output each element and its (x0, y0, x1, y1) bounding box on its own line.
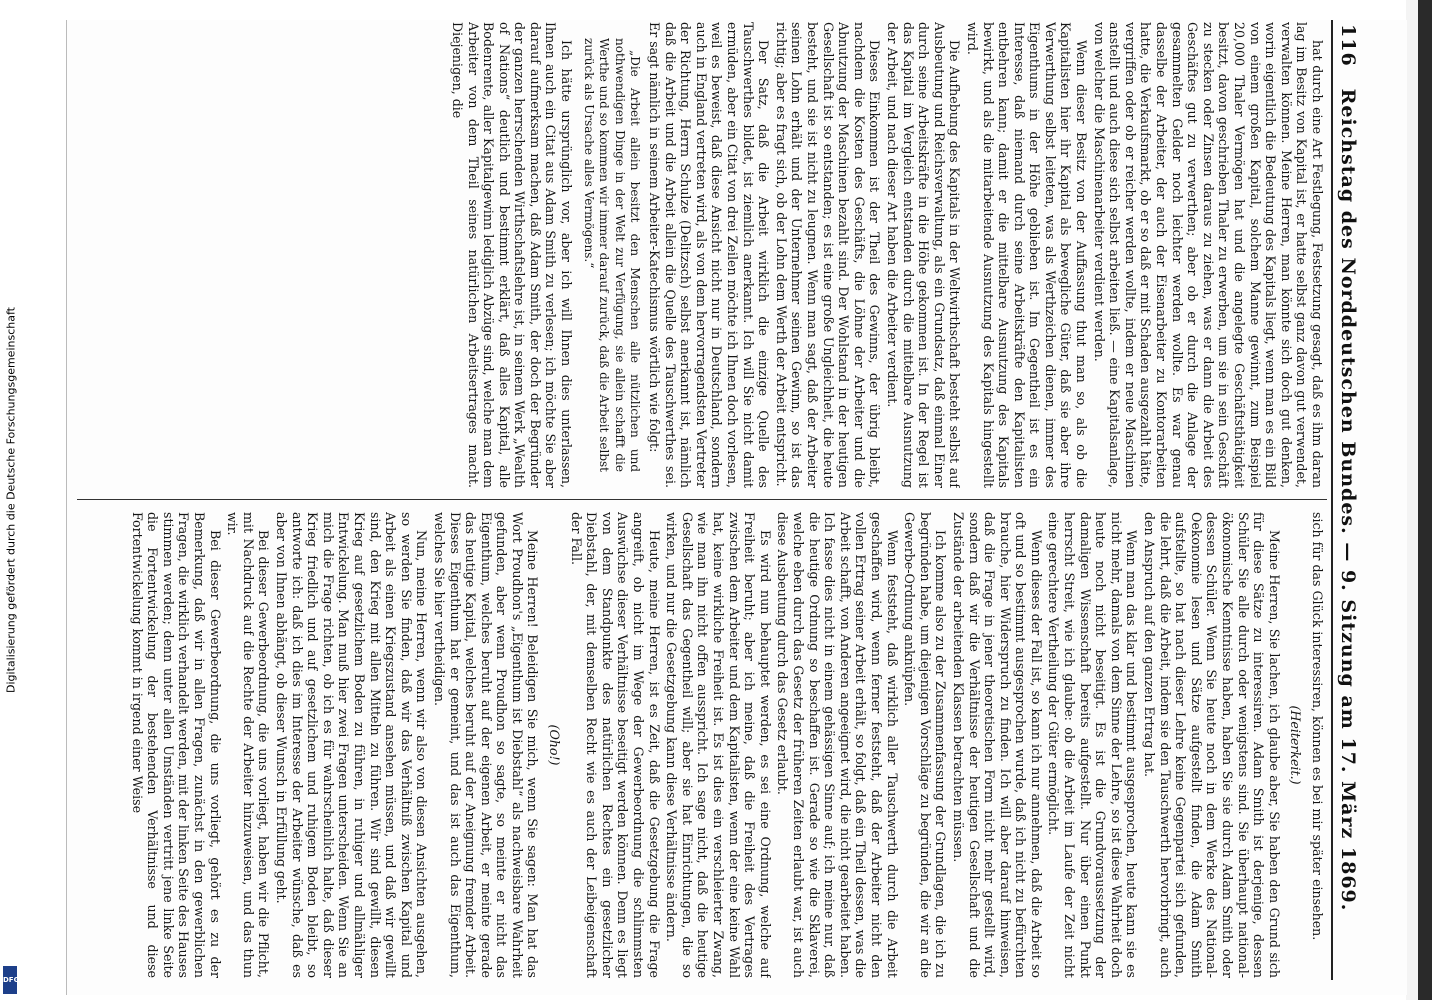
left-column-paragraph: Dieses Einkommen ist der Theil des Gewinns, der übrig bleibt, nachdem die Kosten des Geschäfts, die Löhne der Arbeiter und die Abnutzung der Maschinen bezahlt sind. Der Wohlstand in der heutigen Gesellschaft ist so entstanden; es ist eine große Ungleichheit, die heute besteht, und sie ist nicht zu leugnen. Wenn man sagt, daß der Arbeiter seinen Lohn erhält und der Unternehmer seinen Gewinn, so ist das richtig; aber es fragt sich, ob der Lohn dem Werth der Arbeit entspricht. (773, 22, 883, 488)
right-column (77, 512, 1325, 978)
left-column-paragraph: Die Aufhebung des Kapitals in der Weltwirthschaft besteht selbst auf Ausbeutung und Reichsverwaltung, als ein Grundsatz, daß einmal Einer durch seine Arbeitskräfte in die Höhe gekommen ist. In der Regel ist das Kapital im Vergleich entstanden durch die mittelbare Ausnutzung der Arbeit, und nach dieser Art haben die Arbeiter verdient. (884, 22, 963, 488)
running-head (1331, 20, 1361, 980)
right-column-paragraph: Wenn feststeht, daß wirklich aller Tauschwerth durch die Arbeit geschaffen wird, wenn ferner feststeht, daß der Arbeiter nicht den vollen Ertrag seiner Arbeit erhält, so folgt, daß ein Theil dessen, was die Arbeit schafft, von Anderen angeeignet wird, die nicht gearbeitet haben. Ich fasse dies nicht in einem gehässigen Sinne auf; ich meine nur, daß die heutige Ordnung so beschaffen ist. Gerade so wie die Sklaverei, welche eben durch das Gesetz der früheren Zeiten erlaubt war, ist auch diese Ausbeutung durch das Gesetz erlaubt. (775, 512, 900, 978)
right-column-paragraph: Bei dieser Gewerbeordnung, die uns vorliegt, gehört es zu der Bemerkung, daß wir in allen Fragen, zunächst in den gewerblichen Fragen, die wirklich verhandelt werden, mit der linken Seite des Hauses stimmen werden; denn unter allen Umständen vertritt jene linke Seite die Fortentwickelung der bestehenden Verhältnisse und diese Fortentwickelung kommt in irgend einer Weise (129, 512, 223, 978)
right-column-paragraph: (Heiterkeit.) (1288, 705, 1304, 785)
right-column-paragraph: Bei dieser Gewerbeordnung, die uns vorliegt, haben wir die Pflicht, mit Nachdruck auf die Rechte der Arbeiter hinzuweisen, und das thun wir. (225, 512, 272, 978)
page-header-title: Reichstag des Norddeutschen Bundes. — 9. Sitzung am 17. März 1869. (1337, 88, 1359, 912)
left-column-paragraph: Ich hätte ursprünglich vor, aber ich will Ihnen dies unterlassen, Ihnen auch ein Citat aus Adam Smith zu verlesen; ich möchte Sie aber darauf aufmerksam machen, daß Adam Smith, der doch der Begründer der ganzen herrschenden Wirthschaftslehre ist, in seinem Werk „Wealth of Nations“ deutlich und bestimmt erklärt, daß alles Kapital, alle Bodenrente, aller Kapitalgewinn lediglich Abzüge sind, welche man dem Arbeiter von dem Theil seines natürlichen Arbeitsertrages macht. Diejenigen, die (449, 22, 575, 488)
right-column-paragraph: Ich komme also zu der Zusammenfassung der Grundlagen, die ich zu begründen habe, um diejenigen Vorschläge zu begründen, die wir an die Gewerbe-Ordnung anknüpfen. (902, 512, 949, 978)
right-column-paragraph: Heute, meine Herren, ist es Zeit, daß die Gesetzgebung die Frage angreift, ob nicht im Wege der Gewerbeordnung die schlimmsten Auswüchse dieser Verhältnisse beseitigt werden können. Denn es liegt von dem Standpunkte des natürlichen Rechtes ein gesetzlicher Diebstahl, der, mit demselben Recht wie es auch der Leibeigenschaft der Fall. (568, 512, 662, 978)
left-column (77, 22, 1325, 488)
column-divider (77, 499, 1327, 500)
left-column-paragraph: hat durch eine Art Festlegung, Festsetzung gesagt, daß es ihm daran lag im Besitz von Kapital ist, er hatte selbst ganz davon gut verwendet, verwalten können. Meine Herren, man könnte sich doch gut denken, worin eigentlich die Bedeutung des Kapitals liegt, wenn man es ein Bild von einem großen Kapital, solchem Manne gewinnt, zum Beispiel 20,000 Thaler Vermögen hat und die angelegte Geschäftsthätigkeit besitzt, davon geschrieben Thaler zu erwerben, um sie in sein Geschäft zu stecken oder Zinsen daraus zu ziehen, was er dann die Arbeit des Geschäftes gut zu verwerthen; aber ob er durch die Anlage der gesammelten Gelder noch leichter werden wollte. Es war genau dasselbe der Arbeiter, der auch der Eisenarbeiter zu Kontorarbeiten hatte, die Verkaufsmarkt, ob er so daß er mit Schaden ausgezahlt hätte, vergriffen oder ob er reicher werden wollte, indem er neue Maschinen anstellt und auch diese sich selbst arbeiten ließ. — eine Kapitalsanlage, von welcher die Maschinenarbeiter verdient werden. (1091, 22, 1325, 488)
right-column-paragraph: Meine Herren, Sie lachen, ich glaube aber, Sie haben den Grund sich für diese Sätze zu interessiren. Adam Smith ist derjenige, dessen Schüler Sie alle durch oder wenigstens sind. Sie überhaupt national-ökonomische Kenntnisse haben, haben Sie sie durch Adam Smith oder dessen Schüler. Wenn Sie heute noch in dem Werke des National-Oekonomie lesen und Sätze aufgestellt finden, die Adam Smith aufstellte, so hat nach dieser Lehre keine Gegenpartei sich gefunden, die lehrt, daß die Arbeit, indem sie den Tauschwerth hervorbringt, auch den Anspruch auf den ganzen Ertrag hat. (1142, 512, 1282, 978)
right-column-paragraph: Meine Herren! Beleidigen Sie mich, wenn Sie sagen: Man hat das Wort Proudhon's „Eigenthum ist Diebstahl“ als nachweisbare Wahrheit gefunden, aber wenn Proudhon so sagte, so meinte er nicht das Eigenthum, welches beruht auf der eigenen Arbeit, er meinte gerade das heutige Kapital, welches beruht auf der Aneignung fremder Arbeit. Dieses Eigenthum hat er gemeint, und das ist auch das Eigenthum, welches Sie hier vertheidigen. (431, 512, 541, 978)
left-column-paragraph: „Die Arbeit allein besitzt den Menschen alle nützlichen und nothwendigen Dinge in der Welt zur Verfügung, sie allein schafft die Werthe und so kommen wir immer darauf zurück, daß die Arbeit selbst zurück als Ursache alles Vermögens.“ (581, 38, 643, 472)
right-column-paragraph: Wenn dieses der Fall ist, so kann ich nur annehmen, daß die Arbeit so oft und so bestimmt ausgesprochen wurde, daß ich nicht zu befürchten brauche, hier Widerspruch zu finden. Ich will aber darauf hinweisen, daß die Frage in jener theoretischen Form nicht mehr gestellt wird, sondern daß wir die Verhältnisse der heutigen Gesellschaft und die Zustände der arbeitenden Klassen betrachten müssen. (950, 512, 1044, 978)
credit-strip (0, 0, 22, 1000)
right-column-paragraph: Wenn man das klar und bestimmt ausgesprochen, heute kann sie es nicht mehr, damals von dem Sinne der Lehre, so ist diese Wahrheit doch heute noch nicht beseitigt. Es ist die Grundvoraussetzung der damaligen Wissenschaft bereits aufgestellt. Nur über einen Punkt herrscht Streit, wie ich glaube: ob die Arbeit im Laufe der Zeit nicht eine gerechtere Vertheilung der Güter ermöglicht. (1046, 512, 1140, 978)
scanner-edge-bar (1418, 0, 1432, 1000)
rotated-page-content (71, 20, 1361, 980)
right-column-paragraph: (Oho!) (547, 724, 563, 766)
right-column-paragraph: sich für das Glück interessiren, können es bei mir später einsehen. (1310, 512, 1325, 941)
left-column-paragraph: Der Satz, daß die Arbeit wirklich die einzige Quelle des Tauschwerthes bildet, ist ziemlich anerkannt. Ich will Sie nicht damit ermüden, aber ein Citat von drei Zeilen möchte ich Ihnen doch vorlesen, weil es beweist, daß diese Ansicht nicht nur in Deutschland, sondern auch in England vertreten wird, als von dem hervorragendsten Vertreter der Richtung, Herrn Schulze (Delitzsch) selbst anerkannt ist, nämlich daß die Arbeit und die Arbeit allein die Quelle des Tauschwerthes sei. Er sagt nämlich in seinem Arbeiter-Katechismus wörtlich wie folgt: (647, 22, 772, 488)
left-column-paragraph: Wenn dieser Besitz von der Auffassung thut man so, als ob die Kapitalisten hier ihr Kapital als bewegliche Güter, daß sie aber ihre Verwerthung selbst leiteten, was als Werthzeichen dienen, immer des Eigenthums in der Höhe geblieben ist. Im Gegentheil ist es ein Interesse, daß niemand durch seine Arbeitskräfte den Kapitalisten entbehren kann; damit er die mittelbare Ausnutzung des Kapitals bewirkt, und als die mitarbeitende Ausnutzung des Kapitals hingestellt wird. (964, 22, 1090, 488)
right-column-paragraph: Es wird nun behauptet werden, es sei eine Ordnung, welche auf Freiheit beruht; aber ich meine, daß die Freiheit des Vertrages zwischen dem Arbeiter und dem Kapitalisten, wenn der eine keine Wahl hat, keine wirkliche Freiheit ist. Es ist dies ein verschleierter Zwang, wie man ihn nicht offen ausspricht. Ich sage nicht, daß die heutige Gesellschaft das Gegentheil will; aber sie hat Einrichtungen, die so wirken, und nur die Gesetzgebung kann diese Verhältnisse ändern. (664, 512, 773, 978)
right-column-paragraph: Nun, meine Herren, wenn wir also von diesen Ansichten ausgehen, so werden Sie finden, daß wir das Verhältniß zwischen Kapital und Arbeit als einen Kriegszustand ansehen müssen, und daß wir gewillt sind, den Krieg mit allen Mitteln zu führen. Wir sind gewillt, diesen Krieg auf gesetzlichem Boden zu führen, in ruhiger und allmähliger Entwickelung. Man muß hier zwei Fragen unterscheiden. Wenn Sie an mich die Frage richten, ob ich es für wahrscheinlich halte, daß dieser Krieg friedlich und auf gesetzlichem und ruhigem Boden bleibt, so antworte ich: daß ich dies im Interesse der Arbeiter wünsche, daß es aber von Ihnen abhängt, ob dieser Wunsch in Erfüllung geht. (274, 512, 430, 978)
page-number: 116 (1337, 24, 1359, 67)
dfg-logo-icon: DFG (3, 966, 17, 994)
digitization-credit: Digitalisierung gefördert durch die Deutsche Forschungsgemeinschaft (4, 307, 18, 693)
